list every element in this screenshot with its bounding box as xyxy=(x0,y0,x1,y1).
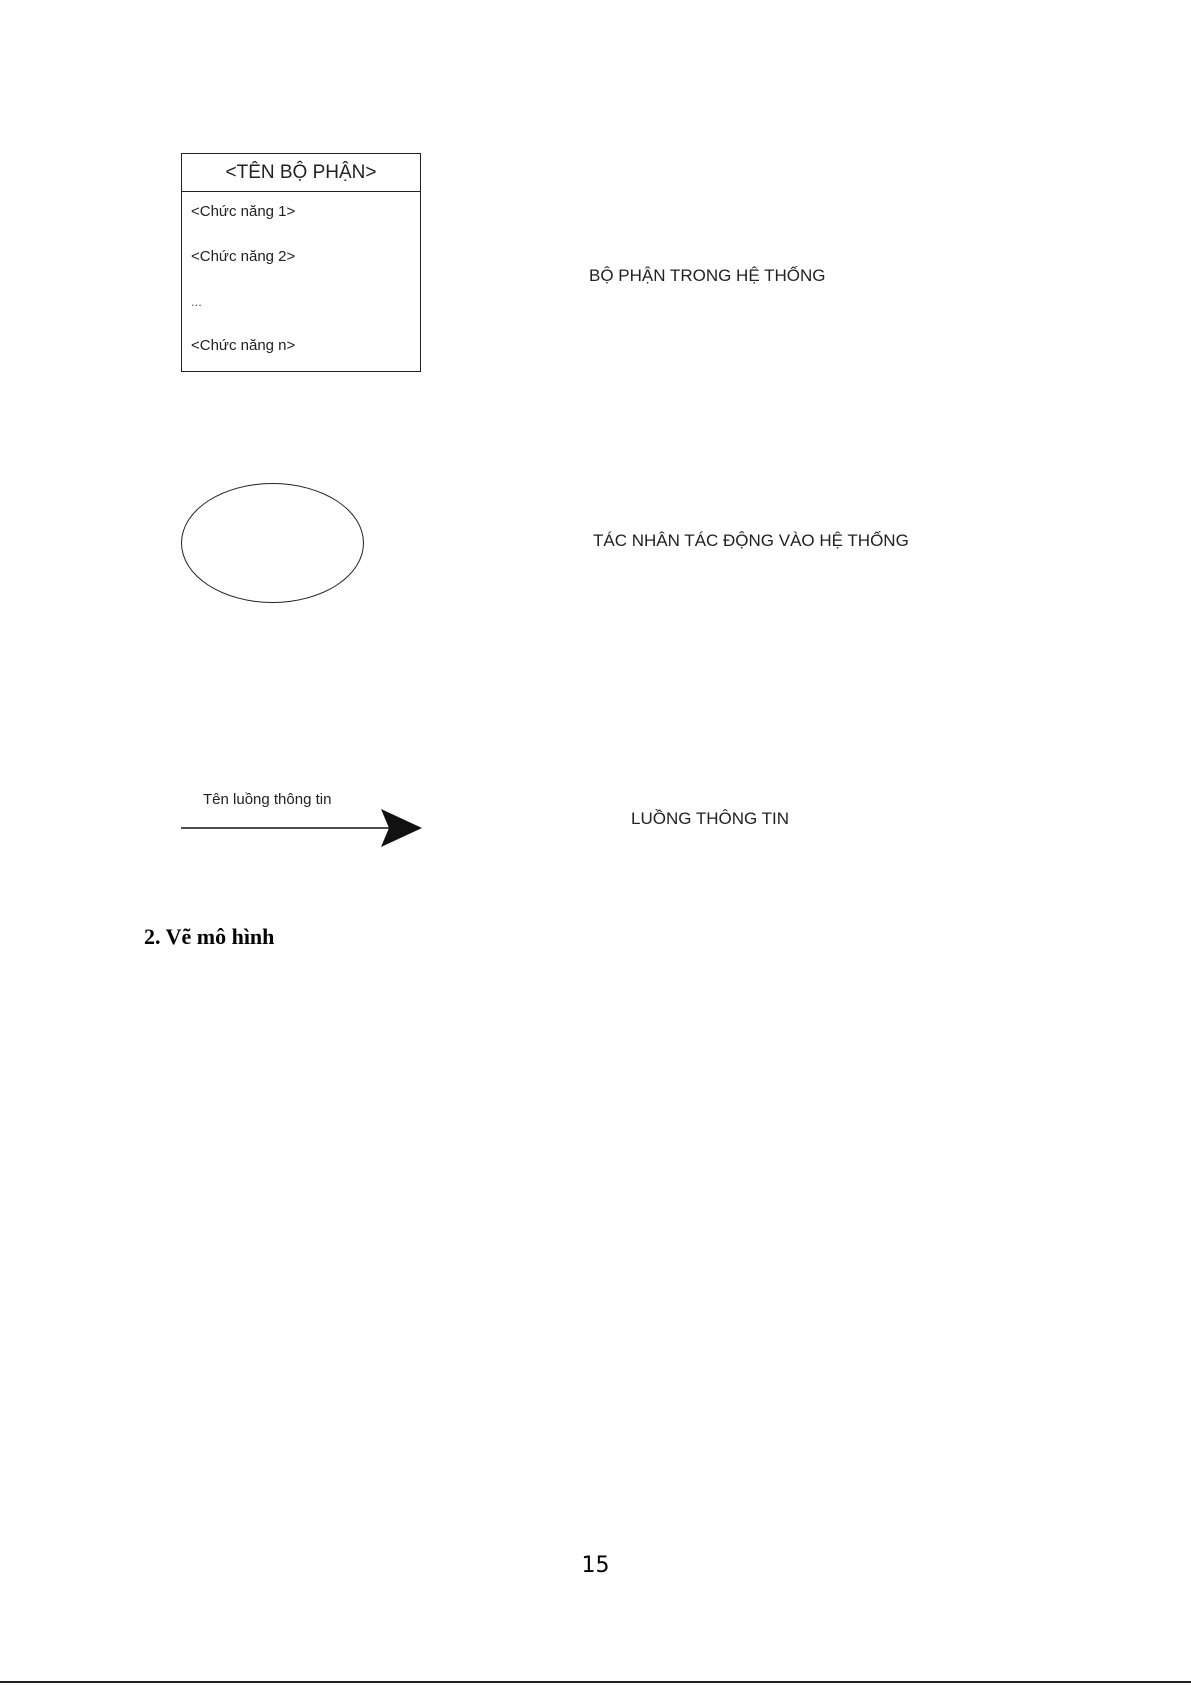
department-function-1: <Chức năng 1> xyxy=(191,203,296,220)
page-number: 15 xyxy=(581,1553,610,1578)
flow-arrow-icon xyxy=(181,807,426,851)
department-legend-label: BỘ PHẬN TRONG HỆ THỐNG xyxy=(589,266,826,285)
actor-legend-label: TÁC NHÂN TÁC ĐỘNG VÀO HỆ THỐNG xyxy=(593,531,909,550)
department-function-n: <Chức năng n> xyxy=(191,337,296,354)
page-bottom-rule xyxy=(0,1681,1191,1683)
actor-ellipse-symbol xyxy=(181,483,364,603)
department-function-ellipsis: ... xyxy=(191,294,202,309)
flow-name-label: Tên luồng thông tin xyxy=(203,791,332,808)
department-symbol-box xyxy=(181,153,421,372)
flow-legend-label: LUỒNG THÔNG TIN xyxy=(631,809,790,828)
department-function-2: <Chức năng 2> xyxy=(191,248,296,265)
section-heading: 2. Vẽ mô hình xyxy=(144,924,275,949)
department-name: <TÊN BỘ PHẬN> xyxy=(182,154,420,192)
